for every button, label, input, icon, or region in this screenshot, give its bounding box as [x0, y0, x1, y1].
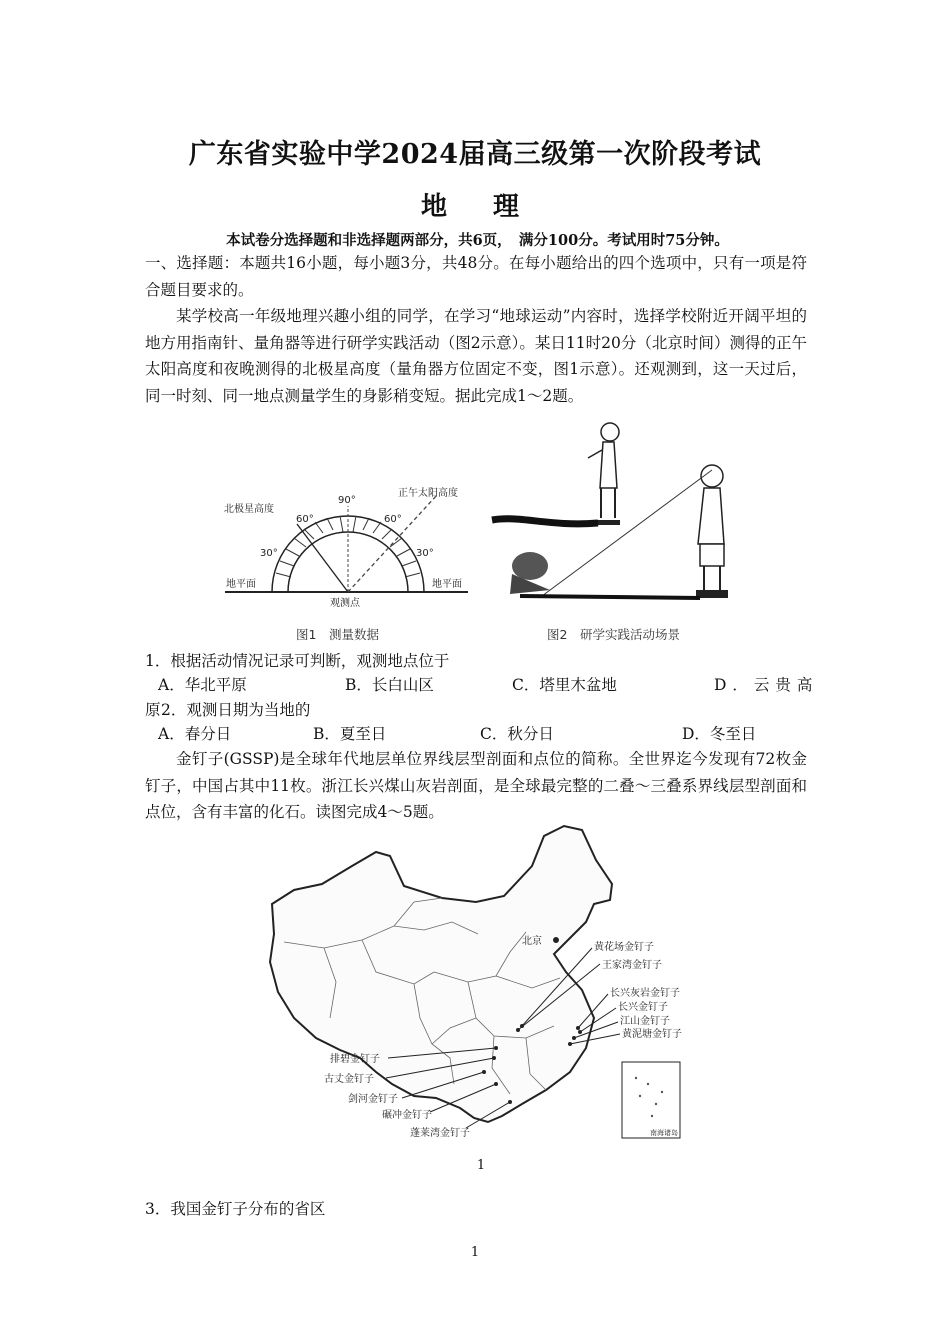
- question-3-stem: 3．我国金钉子分布的省区: [145, 1200, 326, 1218]
- exam-title: 广东省实验中学2024届高三级第一次阶段考试: [188, 139, 762, 170]
- angle-30-left-label: 30°: [260, 548, 278, 559]
- gssp-jianhe-label: 剑河金钉子: [348, 1094, 398, 1105]
- horizon-right-label: 地平面: [432, 579, 462, 590]
- subject-heading: 地 理: [420, 192, 529, 222]
- q1-option-d: D．云贵高: [714, 676, 819, 694]
- q2-option-c: C．秋分日: [480, 725, 554, 743]
- q2-option-d: D．冬至日: [682, 725, 757, 743]
- figure-1-protractor: [220, 478, 472, 614]
- gssp-guzhang-label: 古丈金钉子: [324, 1074, 374, 1085]
- page-number: 1: [470, 1245, 480, 1260]
- gssp-penglaitan-label: 蓬莱湾金钉子: [410, 1128, 470, 1139]
- section-intro: 一、选择题：本题共16小题，每小题3分，共48分。在每小题给出的四个选项中，只有一项是符合题目要求的。: [145, 254, 807, 299]
- q2-option-b: B．夏至日: [313, 725, 387, 743]
- observation-point-label: 观测点: [330, 598, 360, 609]
- figure-2-scene: [490, 418, 760, 608]
- gssp-paibi-label: 排碧金钉子: [330, 1054, 380, 1065]
- angle-60-left-label: 60°: [296, 514, 314, 525]
- map-number: 1: [476, 1158, 486, 1173]
- beijing-label: 北京: [522, 936, 542, 947]
- q1-option-b: B．长白山区: [345, 676, 434, 694]
- gssp-wangjiawan-label: 王家湾金钉子: [602, 960, 662, 971]
- china-gssp-map: [264, 822, 694, 1144]
- gssp-jiangshan-label: 江山金钉子: [620, 1016, 670, 1027]
- question-2-stem: 2．观测日期为当地的: [161, 701, 311, 719]
- question-1-stem: 1．根据活动情况记录可判断，观测地点位于: [145, 652, 450, 670]
- figure-1-caption: 图1 测量数据: [296, 627, 379, 642]
- gssp-huangnitang-label: 黄泥塘金钉子: [622, 1029, 682, 1040]
- q1-option-c: C．塔里木盆地: [512, 676, 617, 694]
- gssp-changxing-label: 长兴金钉子: [618, 1002, 668, 1013]
- q2-option-a: A．春分日: [158, 725, 232, 743]
- gssp-nianchong-label: 碾冲金钉子: [382, 1110, 432, 1121]
- noon-sun-altitude-label: 正午太阳高度: [398, 488, 458, 499]
- angle-60-right-label: 60°: [384, 514, 402, 525]
- south-sea-islands-label: 南海诸岛: [650, 1129, 678, 1137]
- figure-2-caption: 图2 研学实践活动场景: [547, 627, 680, 642]
- horizon-left-label: 地平面: [226, 579, 256, 590]
- passage-1: 某学校高一年级地理兴趣小组的同学，在学习“地球运动”内容时，选择学校附近开阔平坦的地方用指南针、量角器等进行研学实践活动（图2示意）。某日11时20分（北京时间）测得的正午太阳高度和夜晚测得的北极星高度（量角器方位固定不变，图1示意）。还观测到，这一天过后，同一时刻、同一地点测量学生的身影稍变短。据此完成1～2题。: [145, 307, 807, 405]
- gssp-huanghuachang-label: 黄花场金钉子: [594, 942, 654, 953]
- gssp-changxing-limestone-label: 长兴灰岩金钉子: [610, 988, 680, 999]
- passage-2: 金钉子(GSSP)是全球年代地层单位界线层型剖面和点位的简称。全世界迄今发现有72枚金钉子，中国占其中11枚。浙江长兴煤山灰岩剖面，是全球最完整的二叠～三叠系界线层型剖面和点位，含有丰富的化石。读图完成4～5题。: [145, 750, 807, 821]
- polaris-altitude-label: 北极星高度: [224, 504, 274, 515]
- q1-option-d-wrap: 原: [145, 701, 161, 719]
- exam-info: 本试卷分选择题和非选择题两部分，共6页， 满分100分。考试用时75分钟。: [226, 232, 729, 249]
- angle-30-right-label: 30°: [416, 548, 434, 559]
- angle-90-label: 90°: [338, 495, 356, 506]
- q1-option-a: A．华北平原: [158, 676, 247, 694]
